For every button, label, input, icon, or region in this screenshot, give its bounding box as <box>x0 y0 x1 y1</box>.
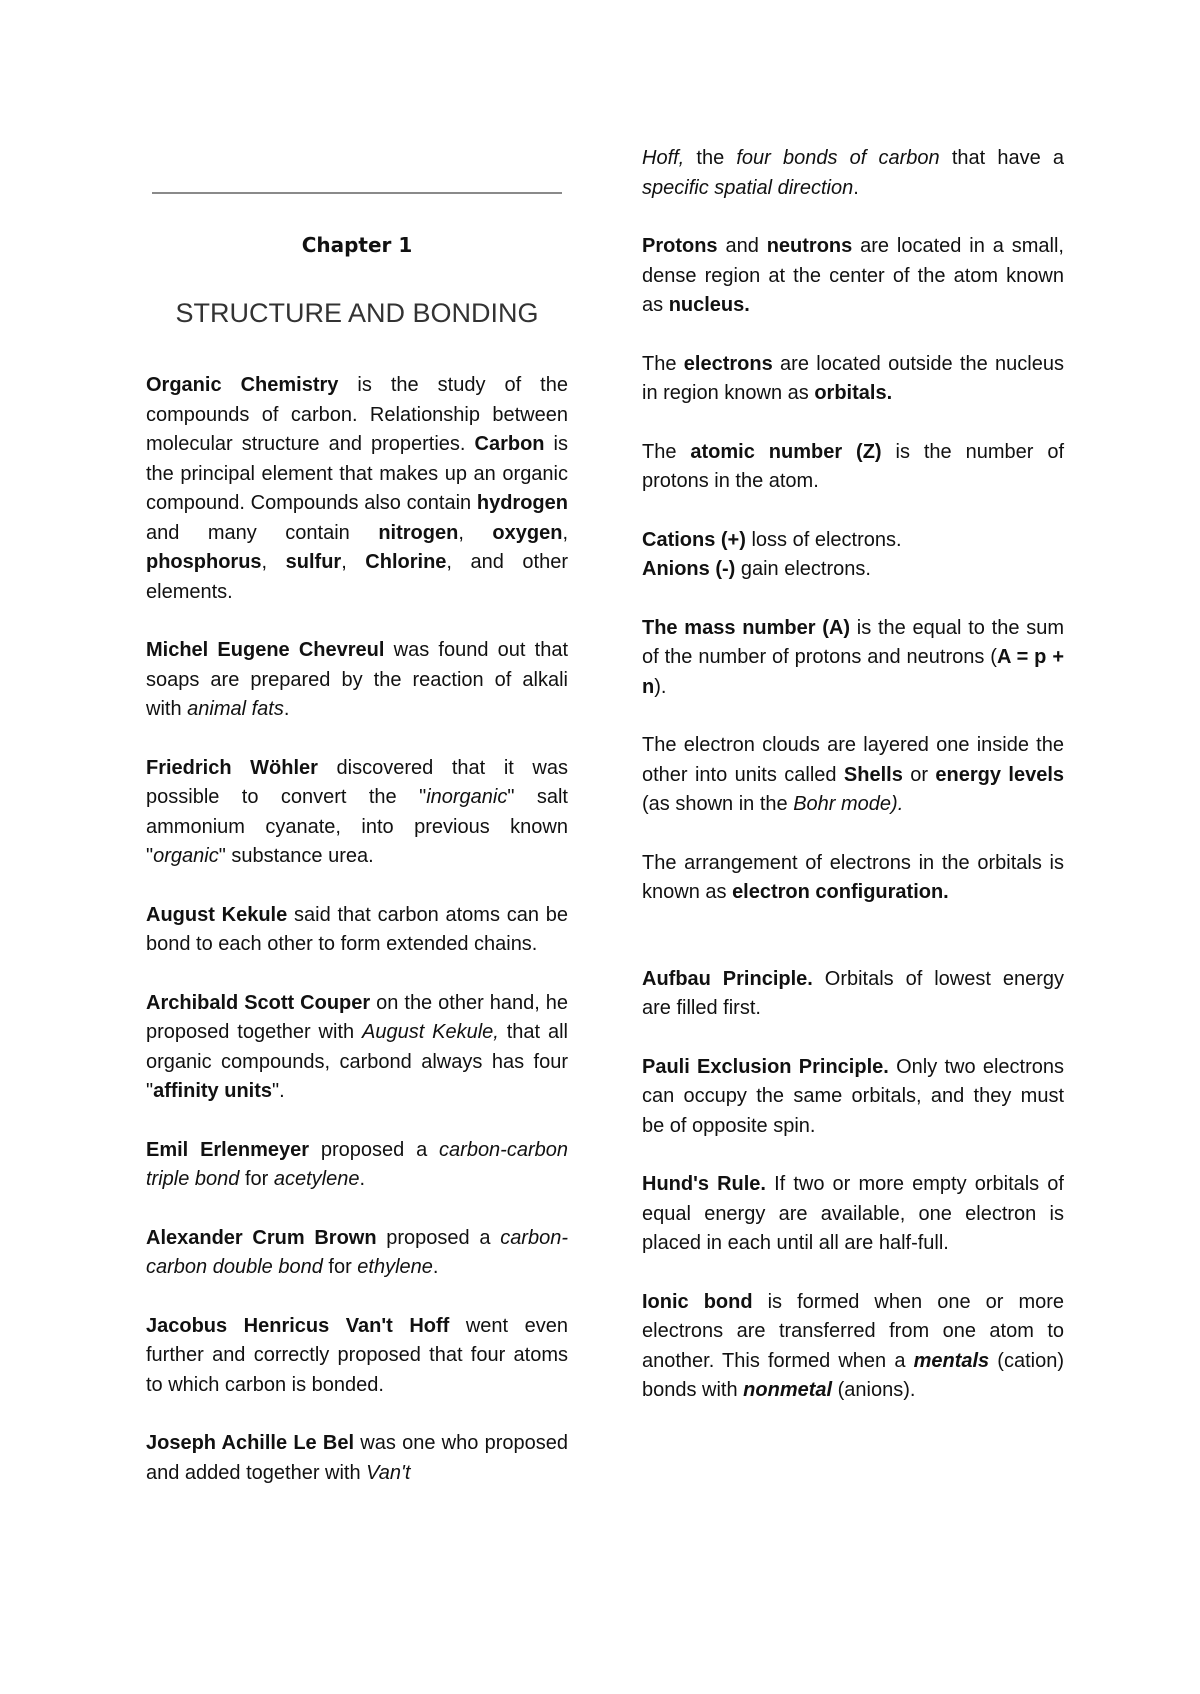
paragraph-pauli <box>642 1053 1064 1142</box>
paragraph-chevreul <box>146 636 568 725</box>
text-run: The electron clouds are layered one inside the other into units called <box>642 734 1064 786</box>
bold-italic-run: mentals <box>913 1349 990 1372</box>
term-hydrogen: hydrogen <box>476 492 568 514</box>
text-run: was one who proposed and added together with <box>146 1432 568 1484</box>
paragraph-ions <box>642 526 1064 585</box>
paragraph-electrons <box>642 350 1064 409</box>
left-column <box>146 371 568 1517</box>
text-run: for <box>322 1256 358 1278</box>
bold-run: Anions (-) <box>642 558 736 580</box>
text-run: The arrangement of electrons in the orbitals is known as <box>642 851 1064 903</box>
paragraph-protons-neutrons <box>642 232 1064 321</box>
italic-run: ethylene <box>357 1256 433 1278</box>
paragraph-ionic-bond <box>642 1288 1064 1406</box>
text-run: . <box>283 698 290 720</box>
bold-run: orbitals. <box>814 382 893 404</box>
bold-run: Pauli Exclusion Principle. <box>642 1055 889 1078</box>
bold-run: neutrons <box>766 235 853 257</box>
text-run: was found out that soaps are prepared by the reaction of alkali with <box>146 639 568 720</box>
italic-run: carbon-carbon triple bond <box>146 1138 568 1190</box>
paragraph-couper <box>146 989 568 1107</box>
text-run: Orbitals of lowest energy are filled first. <box>642 967 1064 1019</box>
paragraph-electron-configuration <box>642 849 1064 908</box>
paragraph-vant-hoff <box>146 1312 568 1401</box>
bold-run: Shells <box>843 763 903 786</box>
text-run: is the principal element that makes up an organic compound. Compounds also contain <box>146 433 568 514</box>
bold-run: Ionic bond <box>642 1290 753 1313</box>
scientist-name: Emil Erlenmeyer <box>146 1138 310 1161</box>
italic-run: August Kekule, <box>362 1021 499 1043</box>
text-run: . <box>432 1256 439 1278</box>
bold-run: nucleus. <box>668 294 750 316</box>
text-run: Only two electrons can occupy the same orbitals, and they must be of opposite spin. <box>642 1055 1064 1137</box>
text-run: . <box>359 1168 366 1190</box>
text-run: If two or more empty orbitals of equal energy are available, one electron is placed in each until all are half-full. <box>642 1173 1064 1254</box>
text-run: loss of electrons. <box>745 528 902 551</box>
paragraph-aufbau <box>642 965 1064 1024</box>
paragraph-kekule <box>146 901 568 960</box>
bold-run: Aufbau Principle. <box>642 967 813 990</box>
paragraph-organic-chemistry <box>146 371 568 607</box>
text-run: , <box>458 521 493 544</box>
italic-run: specific spatial direction <box>642 176 854 199</box>
text-run: proposed a <box>376 1226 501 1249</box>
bold-run: Cations (+) <box>642 528 746 551</box>
bold-run: electrons <box>683 352 773 375</box>
text-run: gain electrons. <box>735 558 871 580</box>
text-run: is the equal to the sum of the number of protons and neutrons ( <box>642 616 1064 668</box>
bold-run: affinity units <box>153 1080 272 1102</box>
text-run: , and other elements. <box>146 551 568 603</box>
italic-run: carbon-carbon double bond <box>146 1226 568 1278</box>
text-run: , <box>341 551 366 573</box>
text-run: , <box>562 521 568 544</box>
term-sulfur: sulfur <box>285 551 342 573</box>
scientist-name: Jacobus Henricus Van't Hoff <box>146 1314 450 1337</box>
text-run: is formed when one or more electrons are transferred from one atom to another. This formed when a <box>642 1290 1065 1372</box>
paragraph-mass-number <box>642 614 1064 703</box>
bold-run: The mass number (A) <box>642 616 851 639</box>
text-run: that all organic compounds, carbond always has four " <box>146 1021 568 1102</box>
text-run: , <box>261 551 286 573</box>
text-run: are located outside the nucleus in region known as <box>642 352 1064 404</box>
text-run: is the study of the compounds of carbon. Relationship between molecular structure and properties. <box>146 374 568 455</box>
scientist-name: Archibald Scott Couper <box>146 991 371 1014</box>
text-run: ). <box>654 675 667 698</box>
scientist-name: Joseph Achille Le Bel <box>146 1432 355 1454</box>
paragraph-erlenmeyer <box>146 1136 568 1195</box>
text-run: or <box>902 763 936 786</box>
term-carbon: Carbon <box>474 433 545 455</box>
text-run: " substance urea. <box>218 845 374 867</box>
paragraph-electron-clouds <box>642 731 1064 820</box>
bold-run: atomic number (Z) <box>690 440 882 463</box>
text-run: (anions). <box>832 1379 916 1401</box>
text-run: went even further and correctly proposed that four atoms to which carbon is bonded. <box>146 1314 568 1396</box>
paragraph-wohler <box>146 754 568 872</box>
paragraph-crum-brown <box>146 1224 568 1283</box>
italic-run: four bonds of carbon <box>736 147 940 169</box>
text-run: " salt ammonium cyanate, into previous known " <box>146 786 568 867</box>
term-organic-chemistry: Organic Chemistry <box>146 374 339 396</box>
term-chlorine: Chlorine <box>365 551 447 573</box>
page-title: STRUCTURE AND BONDING <box>175 298 539 328</box>
right-column <box>642 144 1064 1435</box>
bold-italic-run: nonmetal <box>743 1379 833 1401</box>
header-rule <box>152 192 562 194</box>
bold-run: Hund's Rule. <box>642 1173 766 1195</box>
bold-run: electron configuration. <box>732 881 949 903</box>
term-nitrogen: nitrogen <box>378 521 459 544</box>
scientist-name: August Kekule <box>146 903 288 926</box>
chapter-label: Chapter 1 <box>301 233 413 257</box>
text-run: (as shown in the <box>642 793 794 815</box>
bold-run: Protons <box>642 235 718 257</box>
text-run: . <box>853 176 859 199</box>
italic-run: inorganic <box>426 786 508 808</box>
italic-run: Van't <box>366 1461 411 1484</box>
text-run: The <box>642 440 691 463</box>
text-run: for <box>239 1168 274 1190</box>
paragraph-le-bel-continued <box>642 144 1064 203</box>
italic-run: animal fats <box>187 698 284 720</box>
italic-run: Hoff, <box>642 147 685 169</box>
bold-run: energy levels <box>935 763 1065 786</box>
italic-run: organic <box>153 845 219 867</box>
text-run: on the other hand, he proposed together with <box>146 991 568 1043</box>
italic-run: acetylene <box>273 1168 360 1190</box>
text-run: and many contain <box>146 521 379 544</box>
text-run: The <box>642 352 684 375</box>
text-run: the <box>684 147 737 169</box>
text-run: are located in a small, dense region at the center of the atom known as <box>642 235 1064 316</box>
scientist-name: Alexander Crum Brown <box>146 1226 377 1249</box>
term-oxygen: oxygen <box>492 521 563 544</box>
text-run: is the number of protons in the atom. <box>642 440 1064 492</box>
text-run: proposed a <box>309 1138 440 1161</box>
term-phosphorus: phosphorus <box>146 551 262 573</box>
scientist-name: Michel Eugene Chevreul <box>146 639 385 661</box>
text-run: (cation) bonds with <box>642 1349 1064 1401</box>
paragraph-atomic-number <box>642 438 1064 497</box>
scientist-name: Friedrich Wöhler <box>146 756 318 779</box>
italic-run: Bohr mode). <box>793 793 904 815</box>
paragraph-hund <box>642 1170 1064 1259</box>
bold-run: A = p + n <box>642 646 1064 698</box>
text-run: said that carbon atoms can be bond to each other to form extended chains. <box>146 903 568 955</box>
text-run: ". <box>272 1080 285 1102</box>
text-run: and <box>717 235 767 257</box>
paragraph-le-bel <box>146 1429 568 1488</box>
text-run: discovered that it was possible to convert the " <box>146 756 568 808</box>
text-run: that have a <box>939 147 1064 169</box>
